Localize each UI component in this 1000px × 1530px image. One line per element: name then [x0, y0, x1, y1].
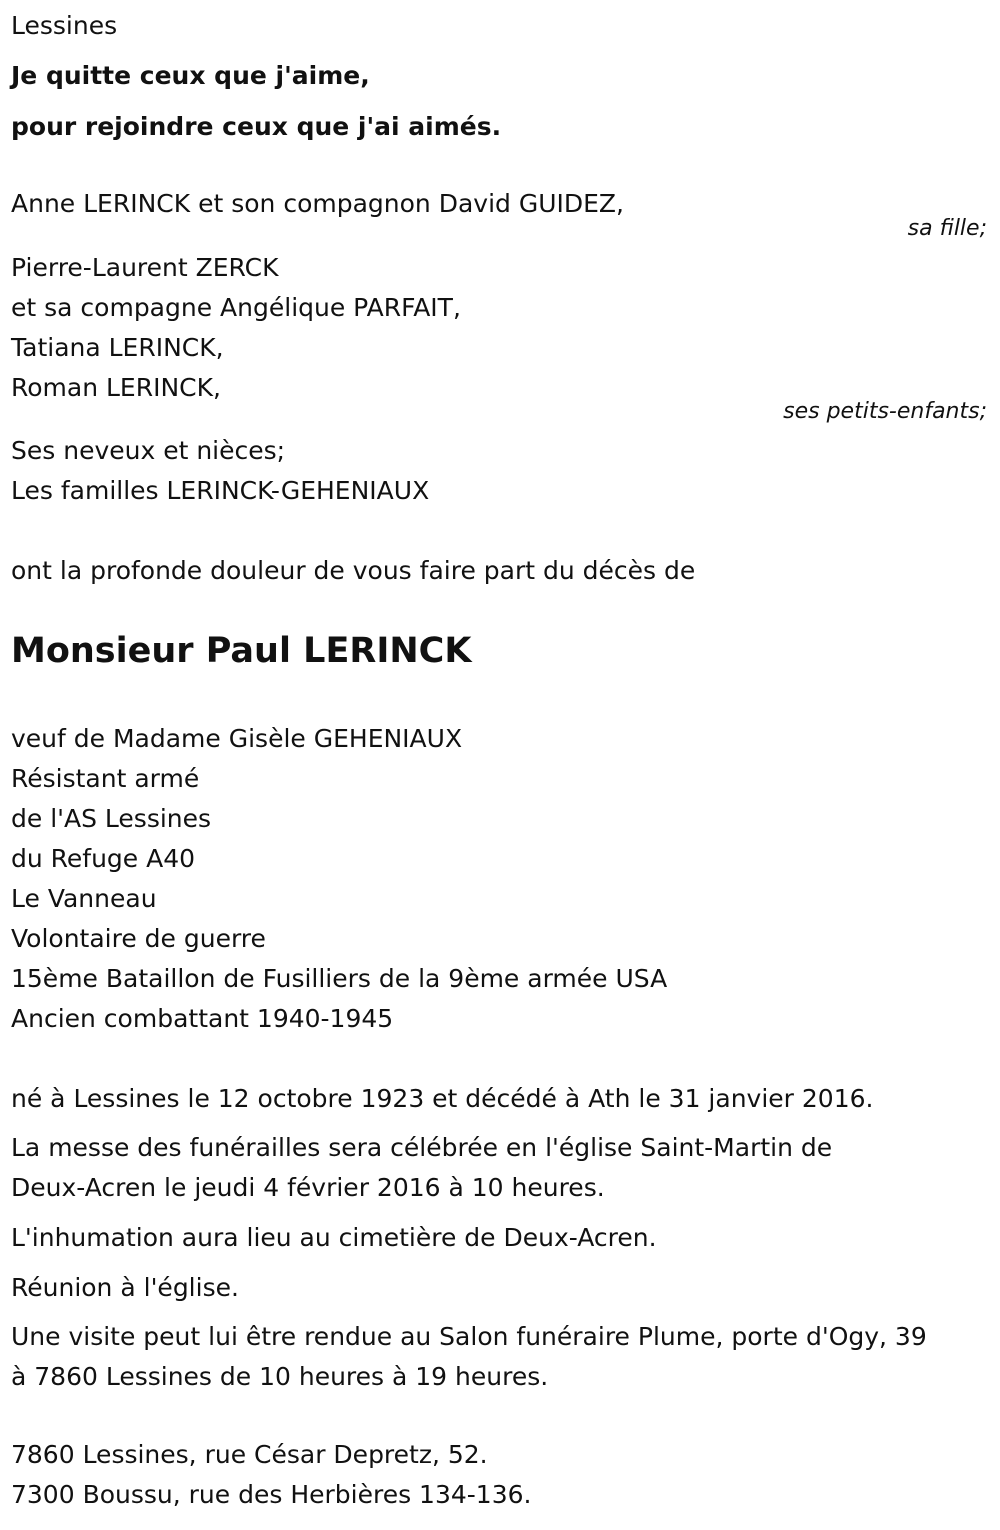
burial-block [11, 1218, 989, 1258]
announcement-block [11, 551, 989, 591]
daughter-name: Anne LERINCK et son compagnon David GUIDEZ, [11, 189, 625, 218]
grandchildren-role: ses petits-enfants; [783, 399, 987, 424]
address-line: 7860 Lessines, rue César Depretz, 52. [11, 1440, 488, 1469]
title-line: veuf de Madame Gisèle GEHENIAUX [11, 724, 463, 753]
relatives-line: Les familles LERINCK-GEHENIAUX [11, 476, 430, 505]
quote-line-2: pour rejoindre ceux que j'ai aimés. [11, 112, 502, 141]
title-line: Le Vanneau [11, 884, 157, 913]
gathering-block [11, 1268, 989, 1308]
quote-line-1: Je quitte ceux que j'aime, [11, 61, 370, 90]
title-line: du Refuge A40 [11, 844, 196, 873]
gathering-text: Réunion à l'église. [11, 1273, 239, 1302]
burial-text: L'inhumation aura lieu au cimetière de Deux-Acren. [11, 1223, 657, 1252]
deceased-block [11, 623, 989, 679]
daughter-role-block [11, 214, 989, 244]
title-line: Résistant armé [11, 764, 200, 793]
grandchild-line: et sa compagne Angélique PARFAIT, [11, 293, 461, 322]
visit-line-1: Une visite peut lui être rendue au Salon funéraire Plume, porte d'Ogy, 39 [11, 1322, 927, 1351]
title-line: Ancien combattant 1940-1945 [11, 1004, 394, 1033]
grandchild-line: Pierre-Laurent ZERCK [11, 253, 279, 282]
title-line: de l'AS Lessines [11, 804, 212, 833]
grandchildren-role-block [11, 397, 989, 427]
birth-death-text: né à Lessines le 12 octobre 1923 et décédé à Ath le 31 janvier 2016. [11, 1084, 874, 1113]
quote [11, 55, 989, 97]
header [11, 6, 989, 46]
funeral-mass-block [11, 1128, 989, 1208]
daughter-role: sa fille; [907, 216, 987, 241]
title-line: 15ème Bataillon de Fusilliers de la 9ème armée USA [11, 964, 668, 993]
grandchild-line: Roman LERINCK, [11, 373, 221, 402]
other-relatives-block [11, 431, 989, 511]
titles-block [11, 719, 989, 1039]
grandchild-line: Tatiana LERINCK, [11, 333, 224, 362]
announcement-text: ont la profonde douleur de vous faire part du décès de [11, 556, 696, 585]
relatives-line: Ses neveux et nièces; [11, 436, 286, 465]
title-line: Volontaire de guerre [11, 924, 266, 953]
birth-death-block [11, 1079, 989, 1119]
visit-block [11, 1317, 989, 1397]
quote-2 [11, 106, 989, 148]
addresses-block [11, 1435, 989, 1515]
deceased-name: Monsieur Paul LERINCK [11, 631, 472, 671]
location-label: Lessines [11, 11, 118, 40]
address-line: 7300 Boussu, rue des Herbières 134-136. [11, 1480, 532, 1509]
mass-line-2: Deux-Acren le jeudi 4 février 2016 à 10 heures. [11, 1173, 605, 1202]
grandchildren-block [11, 248, 989, 408]
mass-line-1: La messe des funérailles sera célébrée en l'église Saint-Martin de [11, 1133, 833, 1162]
visit-line-2: à 7860 Lessines de 10 heures à 19 heures. [11, 1362, 549, 1391]
